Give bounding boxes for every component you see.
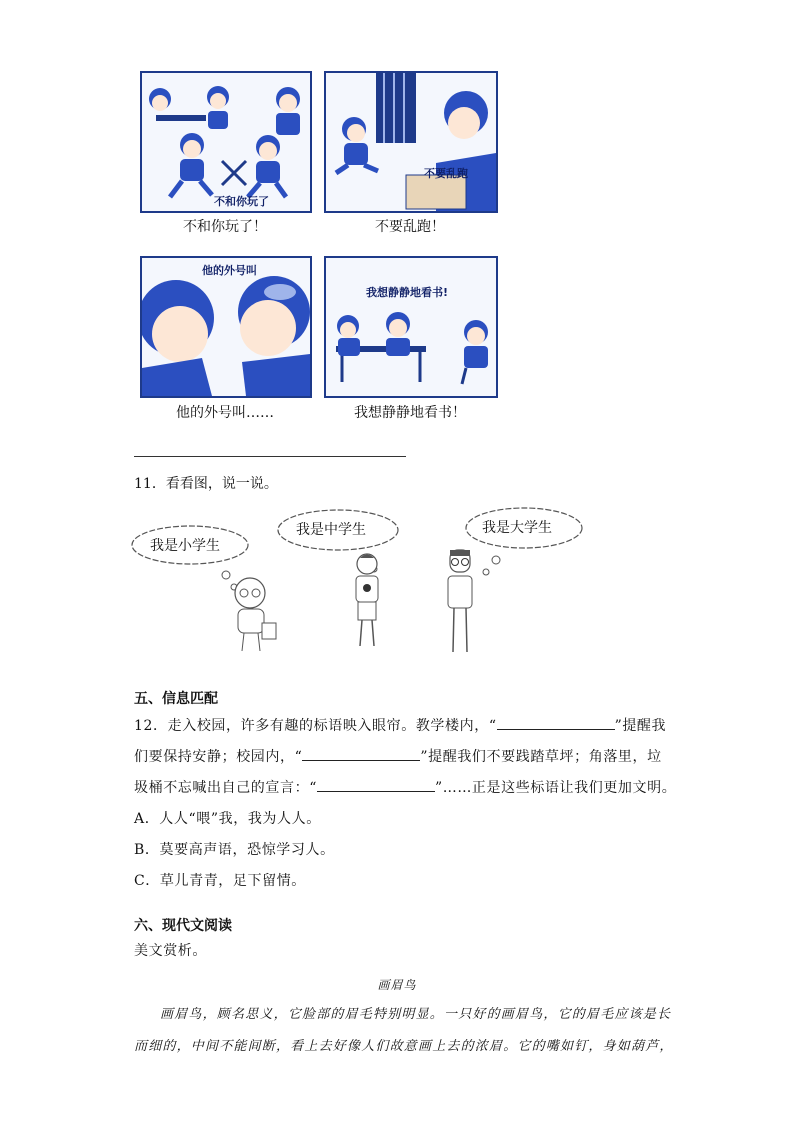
essay-title: 画眉鸟	[377, 978, 417, 992]
thought-text-middle: 我是中学生	[296, 522, 366, 538]
comic-illustration-reading-quietly	[326, 258, 496, 396]
question-12-line-2	[134, 746, 662, 766]
comic-illustration-kids-arguing	[142, 73, 310, 211]
q12-text-2b: ”提醒我们不要践踏草坪；角落里，垃	[420, 749, 662, 765]
section-5-heading: 五、信息匹配	[134, 691, 218, 707]
section-6-heading: 六、现代文阅读	[134, 918, 232, 934]
option-b: B．莫要高声语，恐惊学习人。	[134, 842, 335, 858]
panel-3-caption: 他的外号叫……	[176, 405, 274, 421]
q12-text-3a: 圾桶不忘喊出自己的宣言：“	[134, 780, 317, 796]
panel-4-bubble: 我想静静地看书!	[366, 286, 449, 299]
answer-blank-1[interactable]	[497, 717, 615, 730]
question-12-line-1	[134, 715, 666, 735]
comic-panel-1	[140, 71, 312, 213]
answer-blank-3[interactable]	[317, 779, 435, 792]
comic-panel-4	[324, 256, 498, 398]
answer-blank-2[interactable]	[302, 748, 420, 761]
comic-illustration-nicknames	[142, 258, 310, 396]
university-student-figure	[440, 548, 480, 656]
middle-student-figure	[346, 552, 388, 652]
question-11-prompt: 11．看看图，说一说。	[134, 476, 278, 492]
essay-line-1: 画眉鸟，顾名思义，它脸部的眉毛特别明显。一只好的画眉鸟，它的眉毛应该是长	[160, 1007, 672, 1022]
comic-panel-2	[324, 71, 498, 213]
answer-line	[134, 456, 406, 457]
question-12-line-3	[134, 777, 676, 797]
thought-bubble-university	[464, 506, 586, 580]
panel-1-caption: 不和你玩了！	[183, 219, 267, 235]
q12-text-2a: 们要保持安静；校园内，“	[134, 749, 303, 765]
panel-2-caption: 不要乱跑！	[375, 219, 445, 235]
q12-text-1b: ”提醒我	[614, 718, 667, 734]
thought-text-university: 我是大学生	[482, 520, 552, 536]
panel-1-bubble: 不和你玩了	[214, 195, 269, 208]
panel-4-caption: 我想静静地看书！	[354, 405, 466, 421]
comic-panel-3	[140, 256, 312, 398]
panel-2-sign: 不要乱跑	[424, 167, 468, 180]
q12-text-1a: 12．走入校园，许多有趣的标语映入眼帘。教学楼内，“	[134, 718, 497, 734]
essay-line-2: 而细的，中间不能间断，看上去好像人们故意画上去的浓眉。它的嘴如钉，身如葫芦，	[134, 1039, 674, 1054]
comic-illustration-running-in-library	[326, 73, 496, 211]
section-6-subheading: 美文赏析。	[134, 943, 207, 959]
primary-student-figure	[226, 575, 282, 655]
panel-3-bubble: 他的外号叫	[202, 264, 257, 277]
q12-text-3b: ”……正是这些标语让我们更加文明。	[434, 780, 677, 796]
thought-text-primary: 我是小学生	[150, 538, 220, 554]
option-a: A．人人“喂”我，我为人人。	[134, 811, 321, 827]
option-c: C．草儿青青，足下留情。	[134, 873, 306, 889]
